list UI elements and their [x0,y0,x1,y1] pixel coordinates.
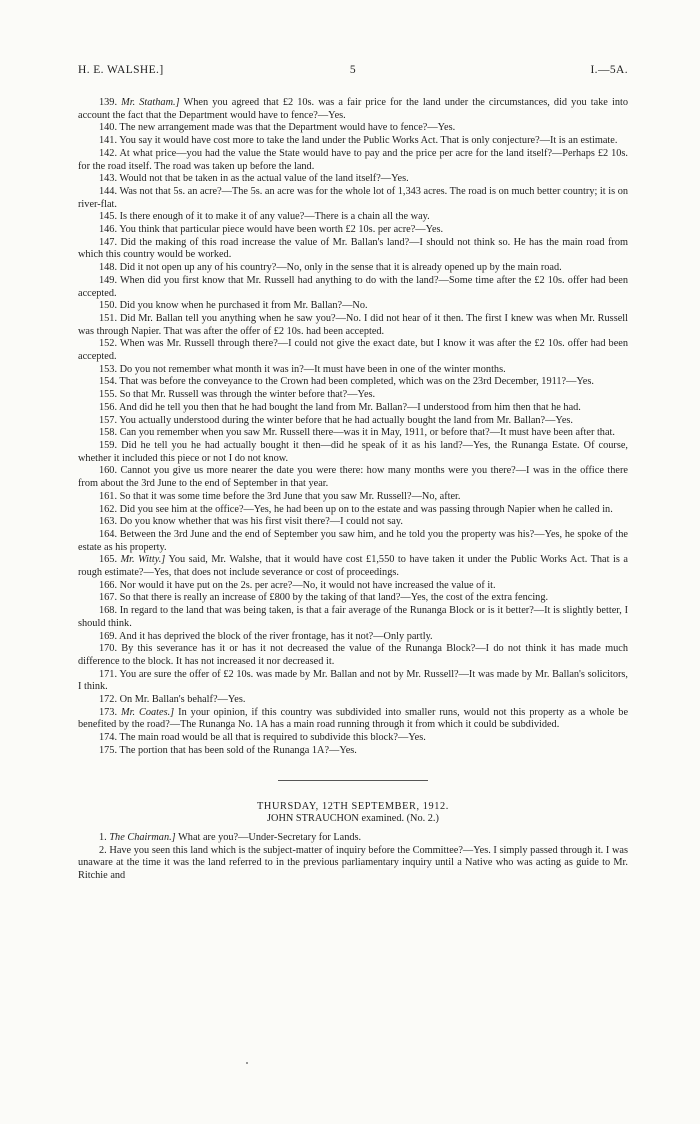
question-number: 150. [99,300,118,312]
question-answer-text: So that Mr. Russell was through the winter before that?—Yes. [119,389,376,401]
section-date: THURSDAY, 12TH SEPTEMBER, 1912. [257,800,449,812]
question-number: 166. [99,579,118,591]
question-paragraph [78,516,628,529]
question-answer-text: So that it was some time before the 3rd June that you saw Mr. Russell?—No, after. [119,490,461,502]
question-answer-text: Do you know whether that was his first visit there?—I could not say. [119,516,403,528]
question-paragraph [78,440,628,465]
question-number: 151. [99,312,118,324]
question-paragraph [78,554,628,579]
question-number: 167. [99,592,118,604]
question-answer-text: Would not that be taken in as the actual value of the land itself?—Yes. [119,173,409,185]
question-answer-text: Did you see him at the office?—Yes, he had been up on to the estate and was passing through Napier when he called in. [119,503,613,515]
question-answer-text: Do you not remember what month it was in?—It must have been in one of the winter months. [119,363,506,375]
question-number: 145. [99,211,118,223]
question-number: 154. [99,376,118,388]
question-number: 148. [99,262,118,274]
question-answer-text: Cannot you give us more nearer the date you were there: how many months were you there?—I was in the office there from about the 3rd June to the end of September in that year. [78,465,629,490]
speaker-label: Mr. Statham.] [121,97,180,108]
question-number: 171. [99,668,118,680]
question-answer-text: Did you know when he purchased it from Mr. Ballan?—No. [119,300,368,312]
question-paragraph [78,135,628,148]
evidence-paragraphs [78,97,628,758]
question-number: 153. [99,363,118,375]
question-number: 174. [99,732,118,744]
question-number: 139. [99,97,118,108]
question-number: 144. [99,185,118,197]
question-number: 143. [99,173,118,185]
question-number: 2. [99,844,107,856]
question-answer-text: When did you first know that Mr. Russell had anything to do with the land?—Some time after the £2 10s. offer had been accepted. [78,274,629,299]
question-paragraph [78,694,628,707]
evidence-paragraphs-2 [78,832,628,883]
question-answer-text: Did Mr. Ballan tell you anything when he saw you?—No. I did not hear of it then. The first I knew was when Mr. Russell was through Napier. That was after the offer of £2 10s. had been accepted. [78,312,628,337]
question-paragraph [78,580,628,593]
question-number: 162. [99,503,118,515]
question-paragraph [78,832,628,845]
page-header [78,64,628,80]
question-paragraph [78,338,628,363]
question-paragraph [78,237,628,262]
question-answer-text: The portion that has been sold of the Runanga 1A?—Yes. [119,744,357,756]
question-answer-text: You said, Mr. Walshe, that it would have cost £1,550 to have taken it under the Public Works Act. That is a rough estimate?—Yes, that does not include severance or cost of proceedings. [78,554,628,579]
question-paragraph [78,262,628,275]
question-paragraph [78,745,628,758]
question-number: 155. [99,389,118,401]
question-paragraph [78,415,628,428]
question-paragraph [78,427,628,440]
page-body [78,97,628,883]
question-answer-text: When was Mr. Russell through there?—I could not give the exact date, but I know it was after the £2 10s. offer had been accepted. [78,338,628,363]
question-paragraph [78,173,628,186]
speaker-label: The Chairman.] [109,831,176,843]
question-answer-text: The main road would be all that is required to subdivide this block?—Yes. [119,732,426,744]
question-paragraph [78,669,628,694]
question-answer-text: On Mr. Ballan's behalf?—Yes. [119,694,246,706]
question-answer-text: The new arrangement made was that the Department would have to fence?—Yes. [119,122,456,134]
question-paragraph [78,224,628,237]
question-paragraph [78,300,628,313]
header-witness-name: H. E. WALSHE.] [78,64,164,76]
question-answer-text: And did he tell you then that he had bought the land from Mr. Ballan?—I understood from him then that he had. [119,401,581,413]
question-paragraph [78,313,628,338]
question-paragraph [78,97,628,122]
question-number: 158. [99,427,118,439]
question-answer-text: So that there is really an increase of £800 by the taking of that land?—Yes, the cost of the extra fencing. [119,592,549,604]
question-number: 160. [99,465,118,477]
question-number: 157. [99,414,118,426]
question-paragraph [78,491,628,504]
question-paragraph [78,631,628,644]
question-number: 164. [99,528,118,540]
document-reference: I.—5A. [590,64,628,76]
question-number: 1. [99,831,107,843]
question-answer-text: Is there enough of it to make it of any value?—There is a chain all the way. [119,211,430,223]
question-answer-text: Can you remember when you saw Mr. Russell there—was it in May, 1911, or before that?—It must have been after that. [119,427,615,439]
question-paragraph [78,389,628,402]
question-paragraph [78,732,628,745]
question-answer-text: At what price—you had the value the State would have to pay and the price per acre for the land itself?—Perhaps £2 10s. for the road itself. The road was taken up before the land. [78,147,629,172]
question-answer-text: Nor would it have put on the 2s. per acre?—No, it would not have increased the value of it. [119,579,496,591]
question-paragraph [78,211,628,224]
question-number: 152. [99,338,118,350]
question-number: 170. [99,643,118,655]
question-paragraph [78,707,628,732]
question-number: 140. [99,122,118,134]
speaker-label: Mr. Witty.] [120,554,166,566]
question-paragraph [78,122,628,135]
question-paragraph [78,845,628,883]
question-answer-text: You actually understood during the winter before that he had actually bought the land from Mr. Ballan?—Yes. [119,414,573,426]
section-divider [278,780,428,781]
question-answer-text: In regard to the land that was being taken, is that a fair average of the Runanga Block or is it better?—It is slightly better, I should think. [78,605,628,629]
question-answer-text: Did it not open up any of his country?—No, only in the sense that it is already opened up by the main road. [119,262,562,274]
print-speck [246,1062,248,1064]
question-number: 172. [99,694,118,706]
speaker-label: Mr. Coates.] [121,706,175,718]
question-number: 163. [99,516,118,528]
question-paragraph [78,364,628,377]
question-answer-text: You think that particular piece would have been worth £2 10s. per acre?—Yes. [119,224,444,236]
question-number: 173. [99,706,118,718]
section-witness: JOHN STRAUCHON examined. (No. 2.) [267,813,439,825]
question-answer-text: Have you seen this land which is the subject-matter of inquiry before the Committee?—Yes. I simply passed through it. I was unaware at the time it was the land referred to in the previous parliamentary inquiry until a Native who was acting as guide to Mr. Ritchie and [78,844,628,882]
question-number: 156. [99,401,118,413]
question-paragraph [78,605,628,630]
question-paragraph [78,465,628,490]
question-answer-text: Was not that 5s. an acre?—The 5s. an acre was for the whole lot of 1,343 acres. The road is on much better country; it is on river-flat. [78,185,629,210]
question-paragraph [78,275,628,300]
question-paragraph [78,504,628,517]
question-paragraph [78,402,628,415]
question-number: 142. [99,147,118,159]
question-answer-text: By this severance has it or has it not decreased the value of the Runanga Block?—I do not think it has made much difference to the block. It has not increased it nor decreased it. [78,643,628,667]
question-answer-text: You say it would have cost more to take the land under the Public Works Act. That is only conjecture?—It is an estimate. [119,135,618,147]
question-answer-text: What are you?—Under-Secretary for Lands. [178,831,362,843]
question-answer-text: When you agreed that £2 10s. was a fair price for the land under the circumstances, did you take into account the fact that the Department would have to fence?—Yes. [78,97,628,121]
question-paragraph [78,643,628,668]
page-number: 5 [349,64,357,76]
question-answer-text: And it has deprived the block of the river frontage, has it not?—Only partly. [119,630,433,642]
question-number: 175. [99,744,118,756]
question-answer-text: Did the making of this road increase the value of Mr. Ballan's land?—I should not think so. He has the main road from which this country would be worked. [78,236,628,261]
question-number: 149. [99,274,118,286]
question-paragraph [78,186,628,211]
question-number: 159. [99,439,118,451]
question-number: 141. [99,135,118,147]
question-number: 147. [99,236,118,248]
question-answer-text: Between the 3rd June and the end of September you saw him, and he told you the property was his?—Yes, he spoke of the estate as his property. [78,528,628,553]
question-paragraph [78,148,628,173]
question-number: 168. [99,605,118,617]
question-paragraph [78,529,628,554]
question-number: 165. [99,554,118,566]
question-paragraph [78,376,628,389]
question-paragraph [78,592,628,605]
question-number: 169. [99,630,118,642]
question-answer-text: You are sure the offer of £2 10s. was made by Mr. Ballan and not by Mr. Russell?—It was made by Mr. Ballan's solicitors, I think. [78,668,628,693]
question-number: 146. [99,224,118,236]
question-number: 161. [99,490,118,502]
question-answer-text: Did he tell you he had actually bought it then—did he speak of it as his land?—Yes, the Runanga Estate. Of course, whether it included this piece or not I do not know. [78,439,628,464]
question-answer-text: That was before the conveyance to the Crown had been completed, which was on the 23rd December, 1911?—Yes. [119,376,594,388]
question-answer-text: In your opinion, if this country was subdivided into smaller runs, would not this property as a whole be benefited by the road?—The Runanga No. 1A has a main road running through it from which it could be subdivided. [78,706,629,731]
